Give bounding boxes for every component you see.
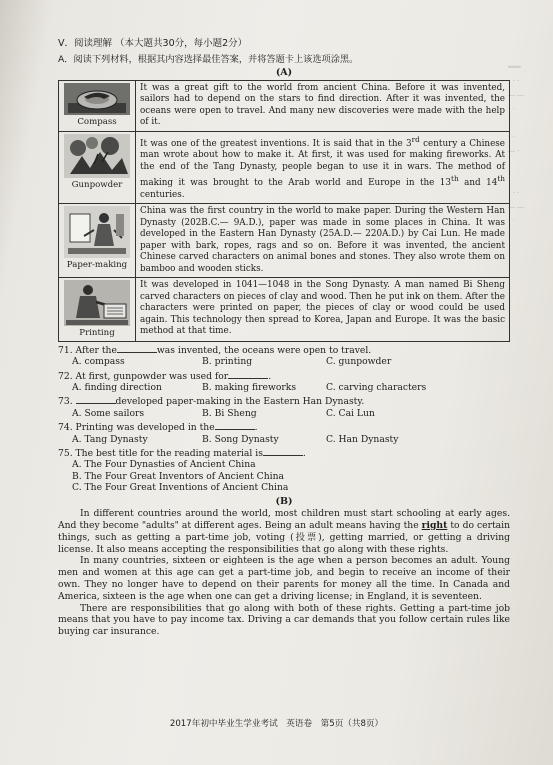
option: B. making fireworks xyxy=(202,381,297,393)
question-number: 73. xyxy=(58,396,73,408)
question-text: was invented, the oceans were open to travel. xyxy=(156,344,372,356)
question-text: Printing was developed in the xyxy=(75,422,215,434)
invention-text: It was a great gift to the world from ancient China. Before it was invented, sailors had to depend on the stars to find direction. After it was invented, the oceans were open to travel. And many new discoveries were made with the help of it. xyxy=(136,80,510,131)
invention-text xyxy=(136,131,510,203)
invention-picture-cell xyxy=(59,131,136,203)
option: B. The Four Great Inventors of Ancient China xyxy=(72,470,284,482)
options-row xyxy=(58,356,510,367)
question-text: The best title for the reading material is xyxy=(75,447,263,459)
invention-name: Printing xyxy=(79,328,115,339)
option: C. carving characters xyxy=(326,381,427,393)
passage-paragraph xyxy=(58,508,510,555)
answer-blank xyxy=(76,395,116,404)
part-a-label: (A) xyxy=(275,67,293,79)
question-number: 75. xyxy=(58,447,73,459)
section-note: （本大题共30分，每小题2分） xyxy=(115,38,248,49)
inventions-table xyxy=(58,80,510,342)
options-row xyxy=(58,382,510,393)
option: C. Cai Lun xyxy=(326,407,375,419)
part-b-label: (B) xyxy=(275,495,293,507)
ordinal-suffix: th xyxy=(451,174,459,184)
option: A. finding direction xyxy=(72,381,162,393)
question-stem xyxy=(58,344,510,356)
passage-paragraph: There are responsibilities that go along with both of these rights. Getting a part-time job means that you have to pay income tax. Driving a car demands that you follow certain rules like buying car insurance. xyxy=(58,602,510,638)
option: B. Song Dynasty xyxy=(202,433,279,445)
option: A. The Four Dynasties of Ancient China xyxy=(72,459,256,471)
invention-text: It was developed in 1041—1048 in the Song Dynasty. A man named Bi Sheng carved characters on pieces of clay and wood. Then he put ink on them. After the characters were printed on paper, the pieces of clay or wood could be used again. This technology then spread to Korea, Japan and Europe. It was the basic method at that time. xyxy=(136,278,510,342)
gunpowder-icon xyxy=(64,134,130,178)
question-text: developed paper-making in the Eastern Han Dynasty. xyxy=(115,396,365,408)
bleed-through-text: ═══ · · · ― ― · · · · ― · · · · ― ― · · xyxy=(508,63,525,225)
option: B. printing xyxy=(202,356,253,368)
question xyxy=(58,447,510,494)
table-row xyxy=(59,80,510,131)
question-text: . xyxy=(254,422,258,434)
question xyxy=(58,344,510,368)
question-list xyxy=(58,344,510,494)
instruction: A．阅读下列材料，根据其内容选择最佳答案，并将答题卡上该选项涂黑。 xyxy=(58,53,359,65)
table-row xyxy=(59,278,510,342)
option: C. Han Dynasty xyxy=(326,433,399,445)
printing-icon xyxy=(64,280,130,326)
question-number: 74. xyxy=(58,422,73,434)
options-row xyxy=(58,434,510,445)
text-fragment: century a Chinese man wrote about how to make it. At first, it was used for making fireworks. At the end of the Tang Dynasty, people began to use it in wars. The method of making it was brought to the Arab world and Europe in the 13 xyxy=(140,138,505,189)
question-text: After the xyxy=(75,344,117,356)
invention-name: Compass xyxy=(77,116,117,127)
highlighted-word: right xyxy=(421,519,448,531)
answer-blank xyxy=(215,421,255,430)
invention-picture-cell xyxy=(59,80,136,131)
question-stem xyxy=(58,395,510,407)
text-fragment: and 14 xyxy=(458,178,498,189)
question-text: . xyxy=(268,370,272,382)
question xyxy=(58,370,510,394)
ordinal-suffix: rd xyxy=(411,134,420,144)
invention-picture-cell xyxy=(59,278,136,342)
question-stem xyxy=(58,421,510,433)
question-stem xyxy=(58,370,510,382)
answer-blank xyxy=(263,447,303,456)
option: B. Bi Sheng xyxy=(202,407,257,419)
page-footer: 2017年初中毕业生学业考试 英语卷 第5页（共8页） xyxy=(169,719,384,729)
option: A. Some sailors xyxy=(72,407,145,419)
question xyxy=(58,421,510,445)
passage-paragraph: In many countries, sixteen or eighteen is the age when a person becomes an adult. Young men and women at this age can get a part-time job, and begin to receive an income of their own. They no longer have to depend on their parents for money all the time. In Canada and America, sixteen is the age when one can get a driving license; in England, it is seventeen. xyxy=(58,555,510,602)
reading-section xyxy=(58,36,510,638)
answer-blank xyxy=(117,344,157,353)
invention-name: Gunpowder xyxy=(71,179,123,190)
question xyxy=(58,395,510,419)
option: C. The Four Great Inventions of Ancient China xyxy=(72,482,289,494)
answer-blank xyxy=(228,370,268,379)
question-number: 71. xyxy=(58,344,73,356)
text-fragment: to do certain things, such as getting a part-time job, voting (投票), getting married, or getting a driving license. It also means accepting the responsibilities that go along with these rights. xyxy=(58,519,510,555)
question-text: At first, gunpowder was used for xyxy=(75,370,229,382)
text-fragment: In different countries around the world, most children must start schooling at early ages. And they become "adults" at different ages. Being an adult means having the xyxy=(58,508,510,531)
options-row xyxy=(58,408,510,419)
invention-picture-cell xyxy=(59,204,136,278)
option: C. gunpowder xyxy=(326,356,392,368)
invention-name: Paper-making xyxy=(66,260,128,271)
section-title xyxy=(58,38,510,50)
question-text: . xyxy=(302,447,306,459)
option: A. Tang Dynasty xyxy=(72,433,148,445)
question-number: 72. xyxy=(58,370,73,382)
table-row xyxy=(59,204,510,278)
compass-icon xyxy=(64,83,130,115)
question-stem xyxy=(58,447,510,459)
invention-text: China was the first country in the world to make paper. During the Western Han Dynasty (202B.C.— 9A.D.), paper was made in some places in China. It was developed in the Eastern Han Dynasty (25A.D.— 220A.D.) by Cai Lun. He made paper with bark, ropes, rags and so on. Before it was invented, the ancient Chinese carved characters on animal bones and stones. They also wrote them on bamboo and wooden sticks. xyxy=(136,204,510,278)
text-fragment: It was one of the greatest inventions. It is said that in the 3 xyxy=(140,138,412,149)
table-row xyxy=(59,131,510,203)
option: A. compass xyxy=(72,356,125,368)
ordinal-suffix: th xyxy=(497,174,505,184)
paper-making-icon xyxy=(64,206,130,258)
text-fragment: centuries. xyxy=(140,189,185,200)
section-heading: V．阅读理解 xyxy=(58,38,112,49)
